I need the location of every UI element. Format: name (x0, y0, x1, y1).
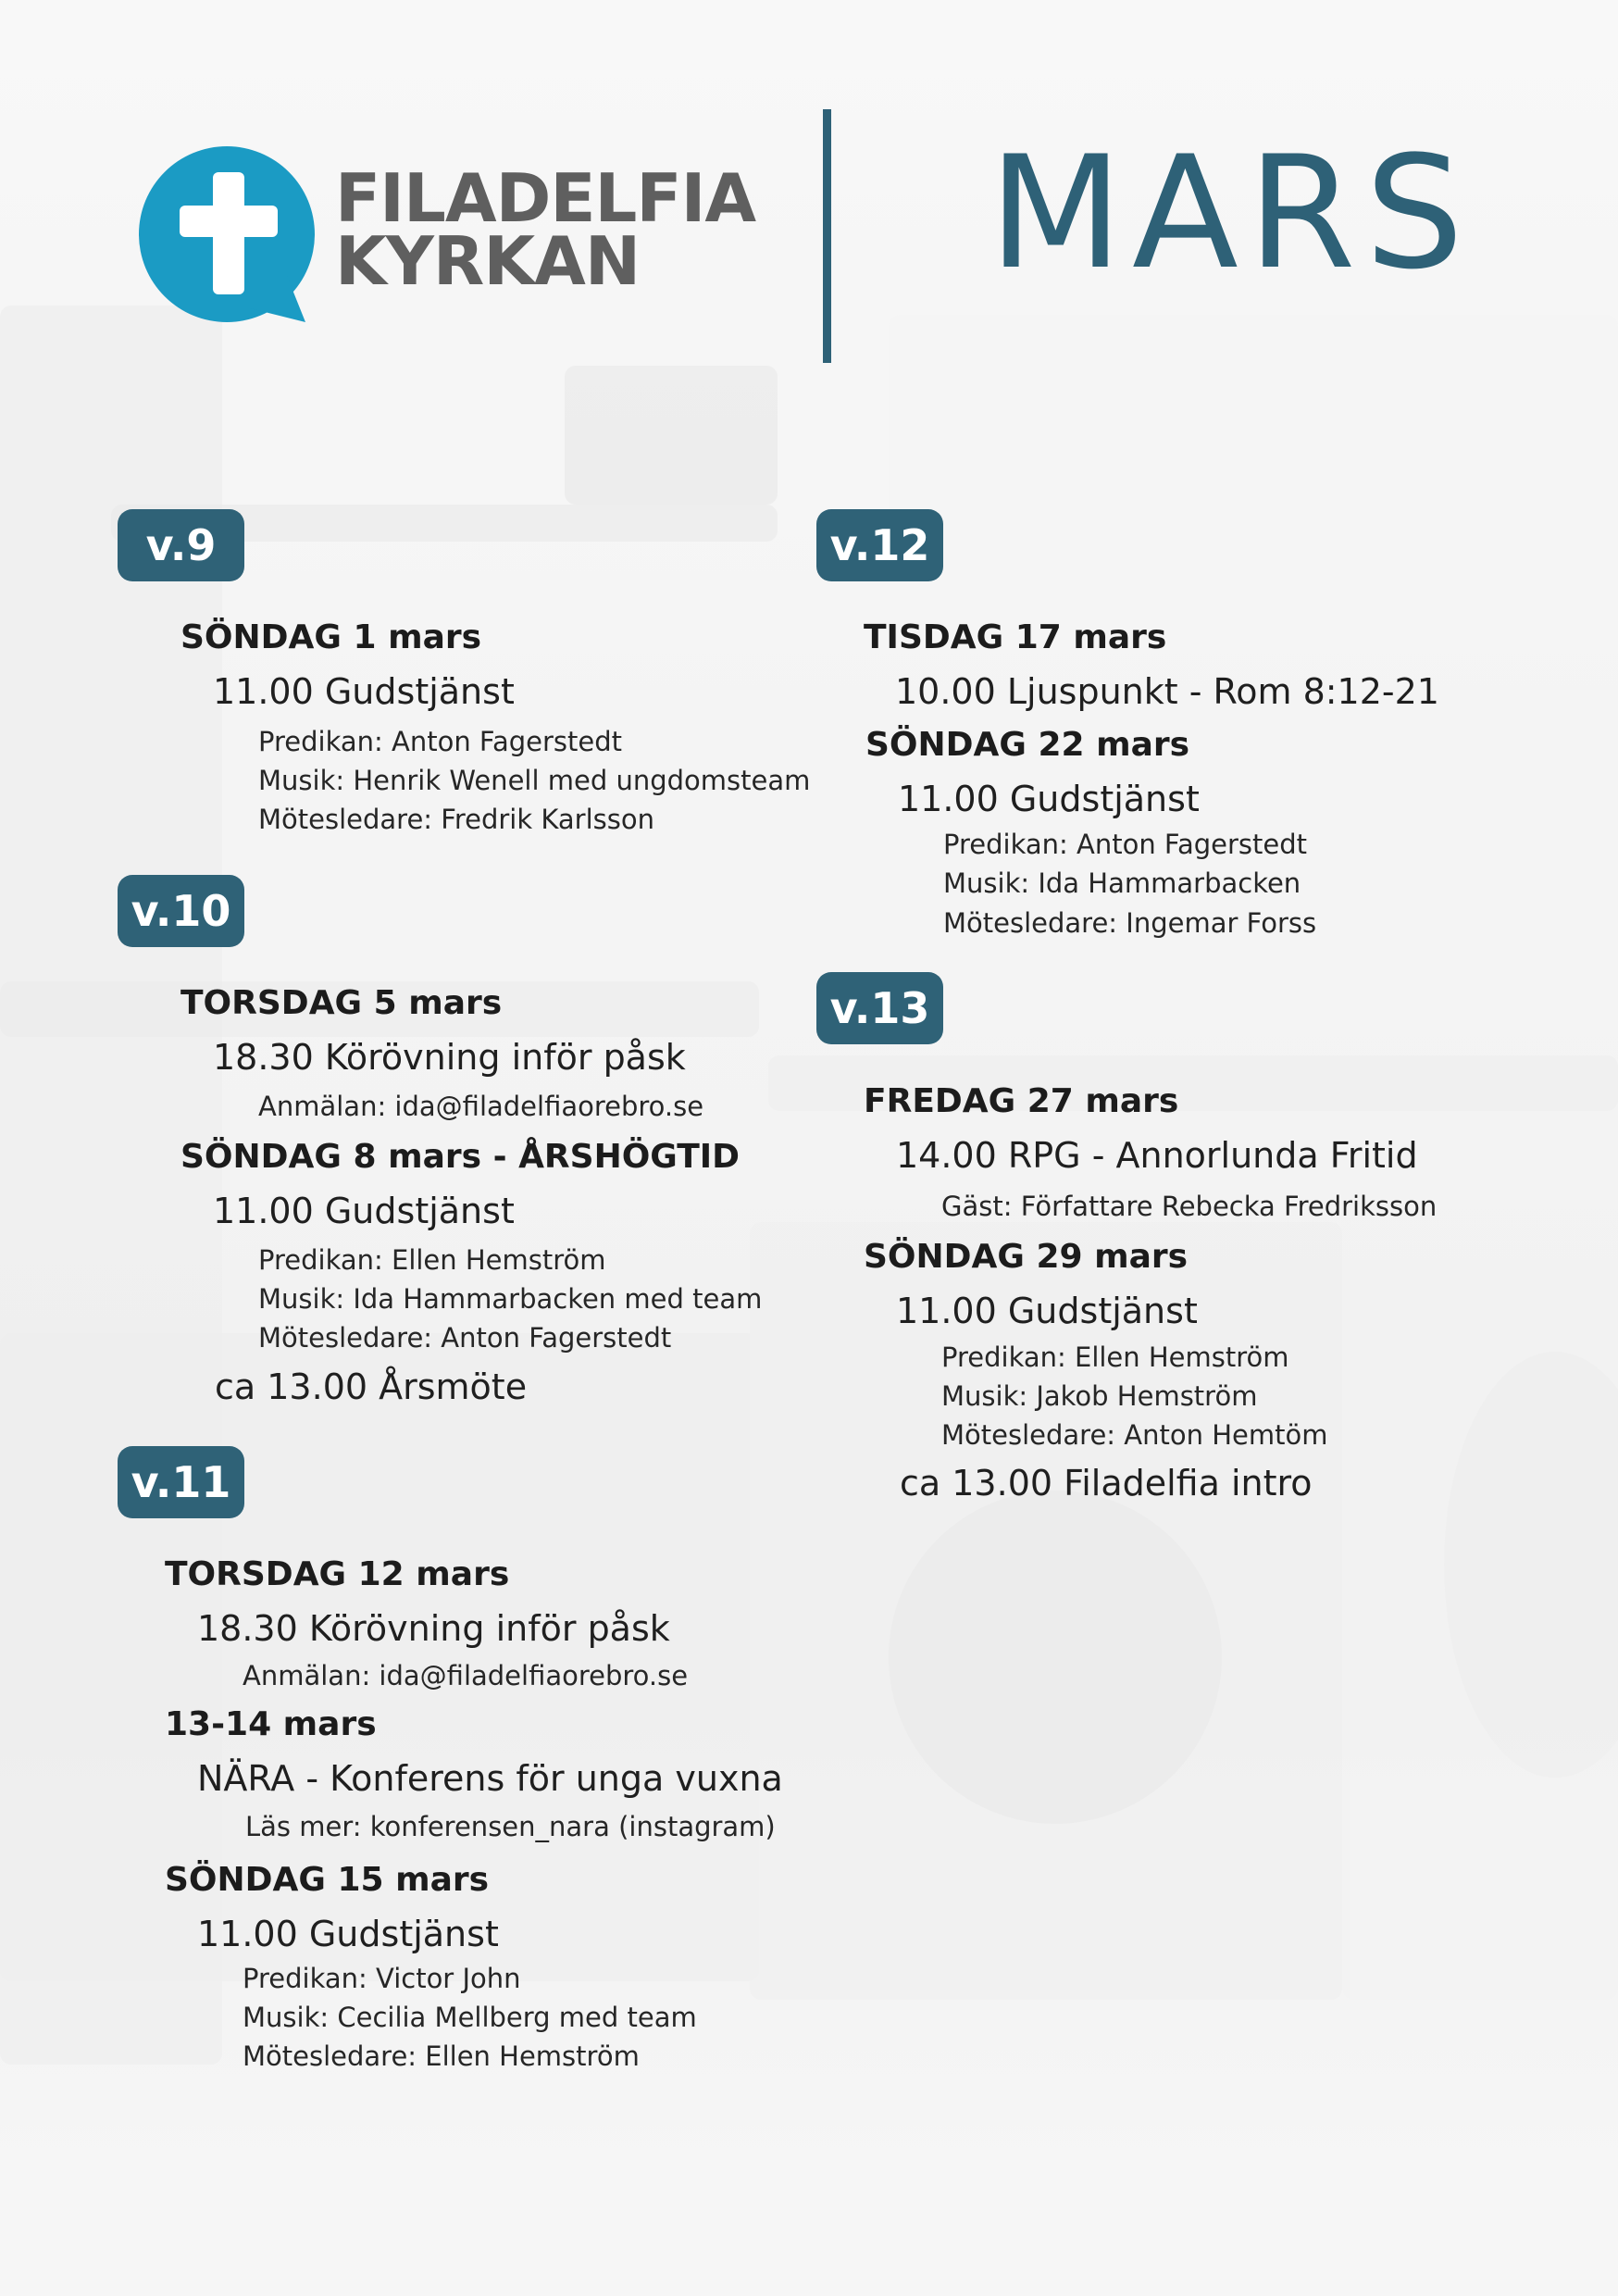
event-detail: Läs mer: konferensen_nara (instagram) (245, 1811, 776, 1842)
event-detail: Musik: Cecilia Mellberg med team (243, 2002, 697, 2033)
church-logo (139, 146, 756, 331)
header-divider (823, 109, 831, 363)
event-detail: Musik: Henrik Wenell med ungdomsteam (258, 765, 811, 796)
event-title: 18.30 Körövning inför påsk (213, 1037, 686, 1078)
event-title: 11.00 Gudstjänst (898, 779, 1200, 819)
event-detail: Musik: Jakob Hemström (941, 1380, 1258, 1412)
event-detail: Anmälan: ida@filadelfiaorebro.se (243, 1660, 689, 1691)
event-detail: Mötesledare: Anton Fagerstedt (258, 1322, 672, 1354)
day-heading: SÖNDAG 22 mars (865, 726, 1190, 764)
cross-speech-bubble-icon (139, 146, 315, 331)
day-heading: SÖNDAG 29 mars (864, 1238, 1189, 1276)
event-detail: Mötesledare: Ellen Hemström (243, 2040, 640, 2072)
event-title: 11.00 Gudstjänst (896, 1291, 1198, 1331)
event-title: ca 13.00 Årsmöte (215, 1366, 528, 1407)
week-badge-v10: v.10 (118, 875, 244, 947)
month-title: MARS (989, 122, 1474, 304)
event-title: 11.00 Gudstjänst (213, 671, 515, 712)
event-title: ca 13.00 Filadelfia intro (900, 1463, 1313, 1504)
week-badge-v11: v.11 (118, 1446, 244, 1518)
week-badge-v13: v.13 (816, 972, 943, 1044)
day-heading: SÖNDAG 1 mars (180, 618, 482, 656)
day-heading: FREDAG 27 mars (864, 1082, 1179, 1120)
event-detail: Musik: Ida Hammarbacken (943, 867, 1301, 899)
event-detail: Predikan: Anton Fagerstedt (258, 726, 622, 757)
day-heading: 13-14 mars (165, 1705, 377, 1743)
logo-line-2: KYRKAN (335, 222, 641, 300)
day-heading: SÖNDAG 15 mars (165, 1861, 490, 1899)
day-heading: TORSDAG 5 mars (180, 984, 503, 1022)
event-detail: Predikan: Anton Fagerstedt (943, 829, 1307, 860)
week-badge-v12: v.12 (816, 509, 943, 581)
event-detail: Musik: Ida Hammarbacken med team (258, 1283, 763, 1315)
event-title: 10.00 Ljuspunkt - Rom 8:12-21 (895, 671, 1439, 712)
day-heading: SÖNDAG 8 mars - ÅRSHÖGTID (180, 1138, 741, 1176)
event-title: 11.00 Gudstjänst (197, 1914, 499, 1954)
day-heading: TISDAG 17 mars (864, 618, 1167, 656)
event-detail: Mötesledare: Fredrik Karlsson (258, 804, 654, 835)
logo-wordmark (335, 159, 756, 300)
event-title: 14.00 RPG - Annorlunda Fritid (896, 1135, 1418, 1176)
event-detail: Predikan: Victor John (243, 1963, 521, 1994)
event-detail: Anmälan: ida@filadelfiaorebro.se (258, 1091, 704, 1122)
event-detail: Predikan: Ellen Hemström (258, 1244, 606, 1276)
event-detail: Gäst: Författare Rebecka Fredriksson (941, 1191, 1438, 1222)
event-title: 18.30 Körövning inför påsk (197, 1608, 670, 1649)
day-heading: TORSDAG 12 mars (165, 1555, 510, 1593)
event-title: NÄRA - Konferens för unga vuxna (197, 1758, 783, 1799)
week-badge-v9: v.9 (118, 509, 244, 581)
event-detail: Mötesledare: Anton Hemtöm (941, 1419, 1328, 1451)
logo-line-1: FILADELFIA (335, 159, 756, 237)
event-title: 11.00 Gudstjänst (213, 1191, 515, 1231)
event-detail: Mötesledare: Ingemar Forss (943, 907, 1317, 939)
event-detail: Predikan: Ellen Hemström (941, 1341, 1289, 1373)
